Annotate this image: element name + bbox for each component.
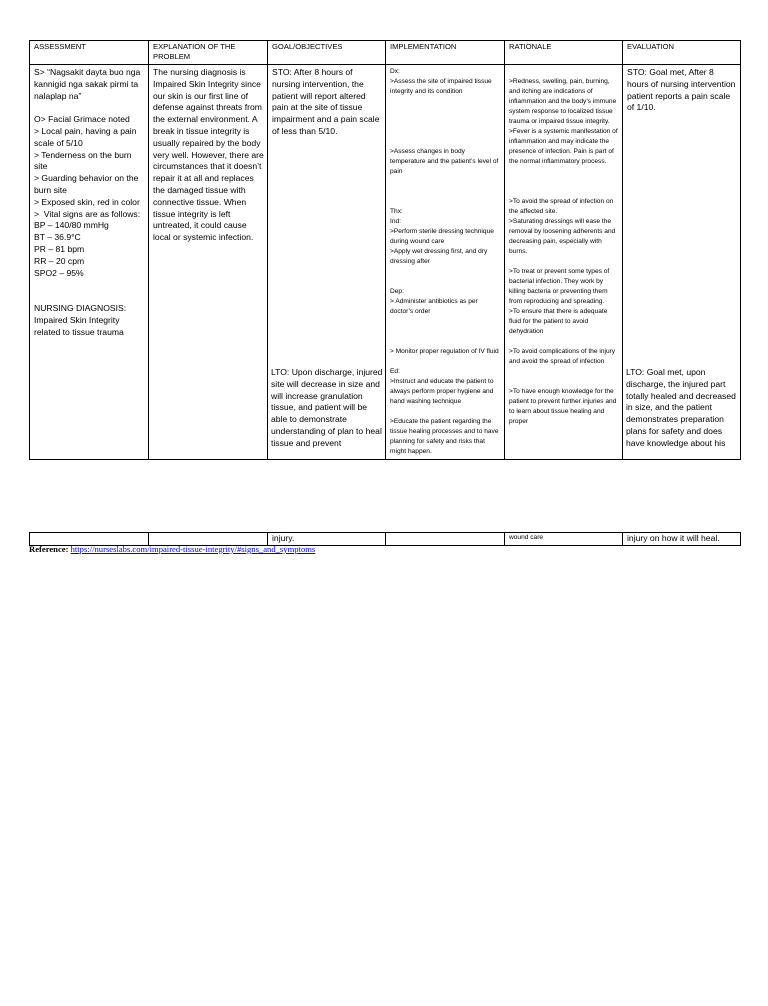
assessment-line: > Vital signs are as follows: <box>34 208 141 219</box>
implementation-line <box>390 277 501 287</box>
header-goal: GOAL/OBJECTIVES <box>268 41 386 65</box>
goal-sto: STO: After 8 hours of nursing intervention, the patient will report altered pain at the site of tissue impairment and a pain scale of less than 5/10. <box>272 67 382 136</box>
implementation-line: > Administer antibiotics as per doctor’s order <box>390 298 480 315</box>
header-assessment: ASSESSMENT <box>30 41 149 65</box>
implementation-line: >Educate the patient regarding the tissue healing processes and to have planning for safety and risks that might happen. <box>390 418 501 455</box>
assessment-line <box>34 291 145 303</box>
implementation-line <box>390 137 501 147</box>
implementation-line <box>390 357 501 367</box>
implementation-line <box>390 317 501 327</box>
care-plan-table <box>29 40 741 460</box>
implementation-line: >Assess changes in body temperature and the patient’s level of pain <box>390 148 501 175</box>
implementation-cell <box>386 65 505 460</box>
explanation-cell <box>149 65 268 460</box>
rationale-line <box>509 257 619 267</box>
header-row <box>30 41 741 65</box>
rationale-line: >To avoid the spread of infection on the affected site. <box>509 198 616 215</box>
rationale-line <box>509 377 619 387</box>
implementation-line: > Monitor proper regulation of IV fluid <box>390 348 499 355</box>
header-rationale: RATIONALE <box>505 41 623 65</box>
implementation-line <box>390 177 501 187</box>
content-row <box>30 65 741 460</box>
assessment-line: PR – 81 bpm <box>34 243 85 254</box>
implementation-line <box>390 97 501 107</box>
assessment-line <box>34 279 145 291</box>
implementation-line: >Instruct and educate the patient to always perform proper hygiene and hand washing technique <box>390 378 496 405</box>
rationale-line: >Saturating dressings will ease the removal by loosening adherents and decreasing pain, especially with burns. <box>509 218 618 255</box>
cont-implementation <box>386 533 505 546</box>
evaluation-cell <box>623 65 741 460</box>
rationale-cell <box>505 65 623 460</box>
assessment-line: NURSING DIAGNOSIS: <box>34 302 127 313</box>
implementation-line <box>390 267 501 277</box>
header-explanation: EXPLANATION OF THE PROBLEM <box>149 41 268 65</box>
implementation-list <box>390 67 501 457</box>
implementation-line <box>390 187 501 197</box>
implementation-line: Ind: <box>390 218 401 225</box>
implementation-line <box>390 107 501 117</box>
assessment-line: S> “Nagsakit dayta buo nga kannigid nga sakak pirmi ta nalaplap na” <box>34 67 143 101</box>
header-implementation: IMPLEMENTATION <box>386 41 505 65</box>
reference-line <box>29 544 315 554</box>
cont-goal: injury. <box>268 533 386 546</box>
implementation-line: >Assess the site of impaired tissue integrity and its condition <box>390 78 494 95</box>
rationale-line <box>509 167 619 177</box>
assessment-line: > Local pain, having a pain scale of 5/10 <box>34 125 139 148</box>
implementation-line <box>390 327 501 337</box>
evaluation-sto: STO: Goal met, After 8 hours of nursing intervention patient reports a pain scale of 1/10. <box>627 67 738 113</box>
rationale-line <box>509 367 619 377</box>
assessment-cell <box>30 65 149 460</box>
implementation-line: Dep: <box>390 288 404 295</box>
assessment-line: BP – 140/80 mmHg <box>34 220 109 231</box>
assessment-line <box>34 102 145 114</box>
assessment-line: BT – 36.9°C <box>34 232 81 243</box>
implementation-line <box>390 197 501 207</box>
assessment-list <box>34 67 145 338</box>
goal-lto: LTO: Upon discharge, injured site will decrease in size and will increase granulation tissue, and patient will be able to demonstrate understanding of plan to heal tissue and prevent <box>271 367 385 448</box>
header-evaluation: EVALUATION <box>623 41 741 65</box>
rationale-line: >Fever is a systemic manifestation of inflammation and may indicate the presence of infection. Pain is part of the normal inflammatory process. <box>509 128 620 165</box>
assessment-line: Impaired Skin Integrity related to tissue trauma <box>34 314 124 337</box>
reference-label: Reference: <box>29 544 69 554</box>
assessment-line: O> Facial Grimace noted <box>34 114 130 125</box>
explanation-text: The nursing diagnosis is Impaired Skin Integrity since our skin is our first line of defense against threats from the external environment. A break in tissue integrity is usually repaired by the body very well. However, there are circumstances that it doesn’t repair it at all and replaces the damaged tissue with connective tissue. When tissue integrity is left untreated, it could cause local or systemic infection. <box>153 67 267 243</box>
rationale-line: >To ensure that there is adequate fluid for the patient to avoid dehydration <box>509 308 610 335</box>
assessment-line: > Guarding behavior on the burn site <box>34 173 141 195</box>
rationale-list <box>509 67 619 427</box>
implementation-line: >Apply wet dressing first, and dry dressing after <box>390 248 490 265</box>
goal-cell <box>268 65 386 460</box>
rationale-line <box>509 187 619 197</box>
assessment-line: RR – 20 cpm <box>34 255 85 266</box>
rationale-line <box>509 177 619 187</box>
assessment-line: SPO2 – 95% <box>34 267 84 278</box>
implementation-line: >Perform sterile dressing technique during wound care <box>390 228 496 245</box>
cont-rationale: wound care <box>505 533 623 546</box>
cont-evaluation: injury on how it will heal. <box>623 533 741 546</box>
implementation-line: Dx: <box>390 68 400 75</box>
rationale-line: >To avoid complications of the injury and avoid the spread of infection <box>509 348 617 365</box>
reference-link[interactable]: https://nurseslabs.com/impaired-tissue-integrity/#signs_and_symptoms <box>70 544 316 554</box>
implementation-line: Thx: <box>390 208 403 215</box>
rationale-line: >Redness, swelling, pain, burning, and itching are indications of inflammation and the body’s immune system response to localized tissue trauma or impaired tissue integrity. <box>509 78 619 125</box>
implementation-line <box>390 337 501 347</box>
implementation-line <box>390 117 501 127</box>
rationale-line: >To have enough knowledge for the patient to prevent further injuries and to learn about tissue healing and proper <box>509 388 619 425</box>
implementation-line: Ed: <box>390 368 400 375</box>
rationale-line <box>509 337 619 347</box>
implementation-line <box>390 407 501 417</box>
assessment-line: > Tenderness on the burn site <box>34 149 134 172</box>
assessment-line: > Exposed skin, red in color <box>34 196 140 207</box>
evaluation-lto: LTO: Goal met, upon discharge, the injured part totally healed and decreased in size, and the patient demonstrates preparation plans for safety and does have knowledge about his <box>626 367 739 448</box>
implementation-line <box>390 127 501 137</box>
rationale-line: >To treat or prevent some types of bacterial infection. They work by killing bacteria or preventing them from reproducing and spreading. <box>509 268 612 305</box>
rationale-line <box>509 67 619 77</box>
